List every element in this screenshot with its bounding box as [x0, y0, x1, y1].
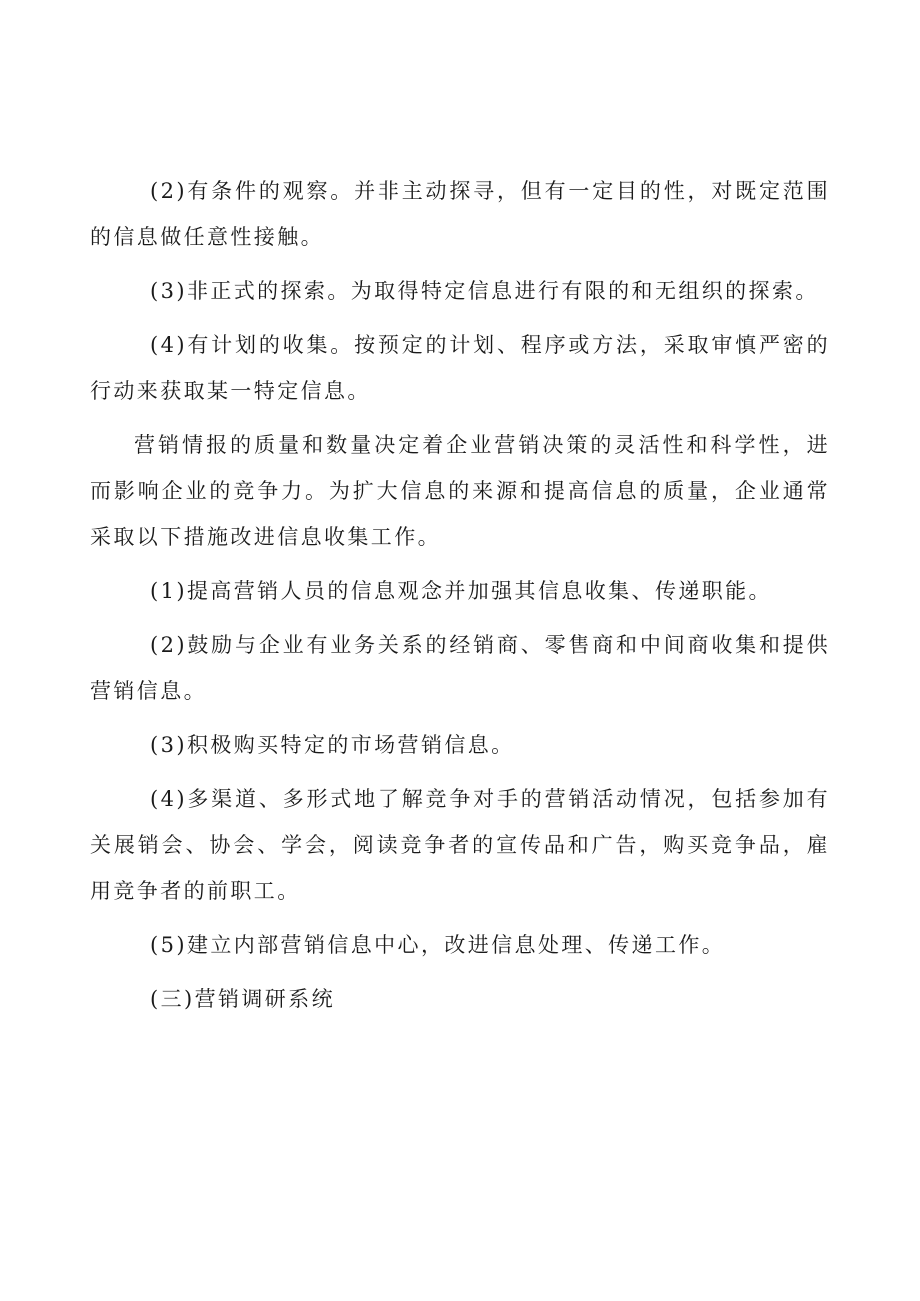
paragraph-planned-collection: (4)有计划的收集。按预定的计划、程序或方法，采取审慎严密的行动来获取某一特定信息。	[90, 333, 830, 403]
paragraph-measure-3: (3)积极购买特定的市场营销信息。	[150, 733, 515, 757]
paragraph-observation: (2)有条件的观察。并非主动探寻，但有一定目的性，对既定范围的信息做任意性接触。	[90, 179, 830, 249]
paragraph-measure-1: (1)提高营销人员的信息观念并加强其信息收集、传递职能。	[150, 579, 772, 603]
paragraph-measure-4: (4)多渠道、多形式地了解竞争对手的营销活动情况，包括参加有关展销会、协会、学会，阅读竞争者的宣传品和广告，购买竞争品，雇用竞争者的前职工。	[90, 787, 830, 903]
paragraph-measure-5: (5)建立内部营销信息中心，改进信息处理、传递工作。	[150, 933, 726, 957]
document-body	[90, 168, 830, 1030]
paragraph-informal-search: (3)非正式的探索。为取得特定信息进行有限的和无组织的探索。	[150, 279, 819, 303]
section-heading-research-system: (三)营销调研系统	[150, 987, 335, 1011]
paragraph-intelligence-quality: 营销情报的质量和数量决定着企业营销决策的灵活性和科学性，进而影响企业的竞争力。为扩大信息的来源和提高信息的质量，企业通常采取以下措施改进信息收集工作。	[90, 433, 830, 549]
paragraph-measure-2: (2)鼓励与企业有业务关系的经销商、零售商和中间商收集和提供营销信息。	[90, 633, 830, 703]
